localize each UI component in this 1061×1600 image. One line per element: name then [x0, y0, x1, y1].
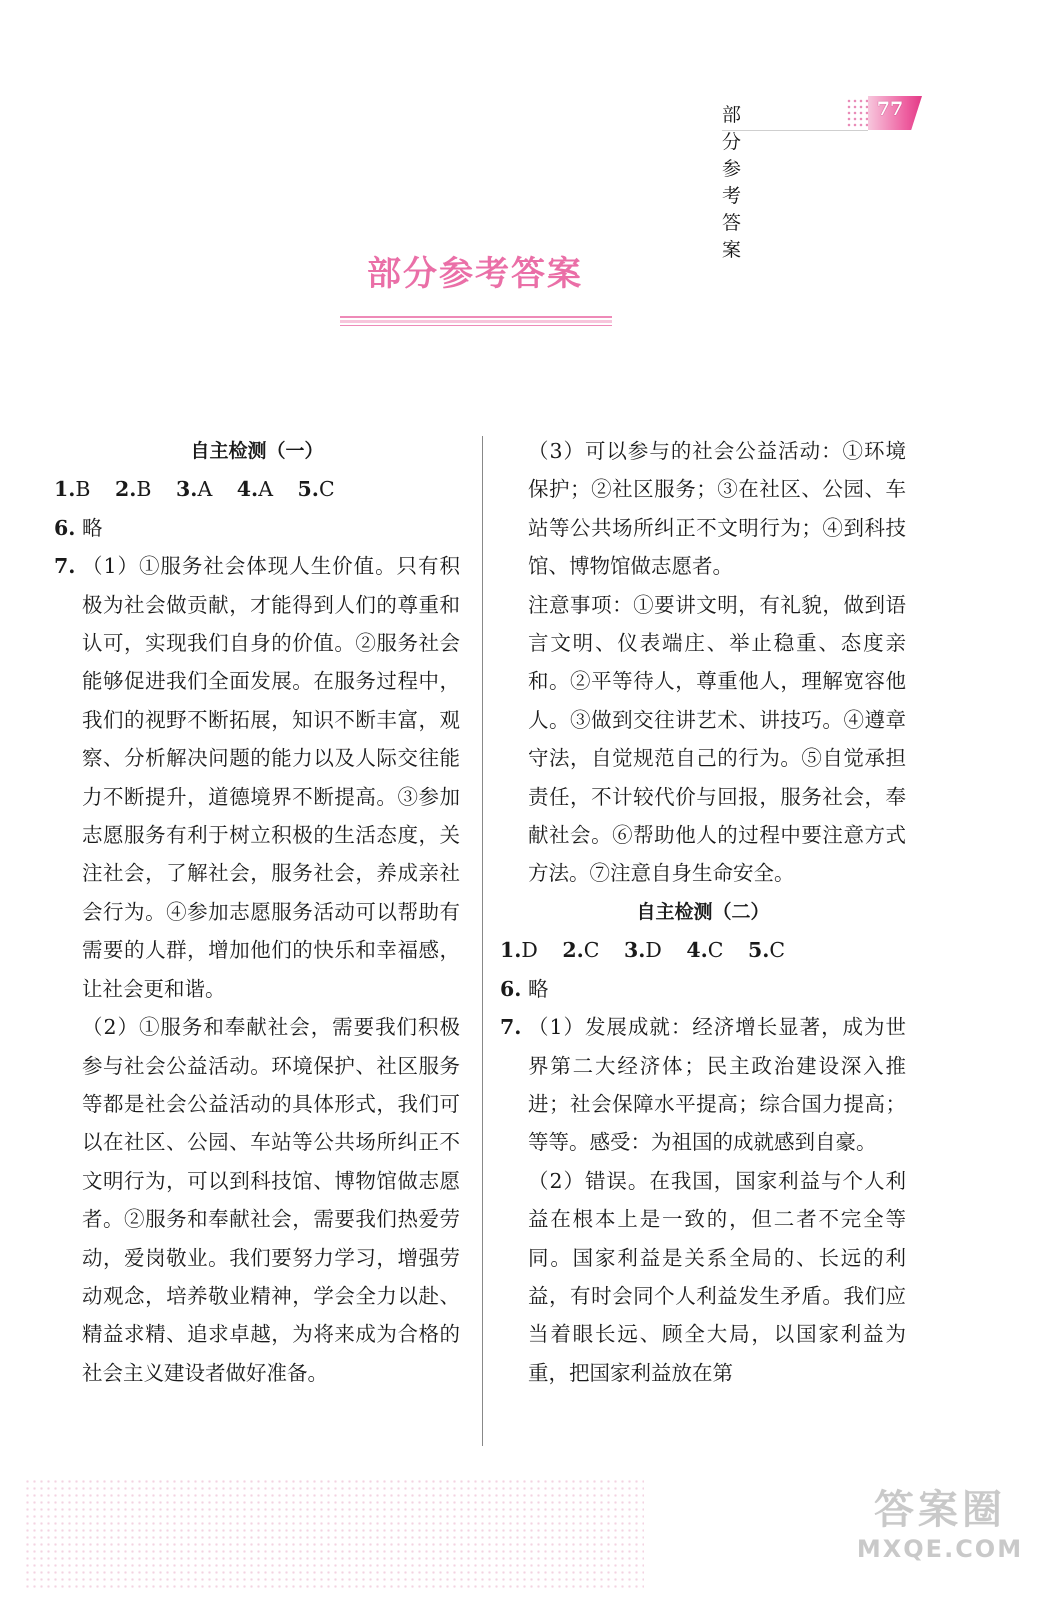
- left-column: [54, 432, 460, 1392]
- section-title-2: 自主检测（二）: [636, 900, 770, 923]
- watermark-domain: MXQE.COM: [856, 1535, 1024, 1563]
- choice-answers-2: 1.D 2.C 3.D 4.C 5.C: [500, 938, 786, 963]
- answer-7-b-part-2: （2）错误。在我国，国家利益与个人利益在根本上是一致的，但二者不完全等同。国家利益是关系全局的、长远的利益，有时会同个人利益发生矛盾。我们应当着眼长远、顾全大局，以国家利益为重，把国家利益放在第: [528, 1168, 906, 1385]
- right-column: [500, 432, 906, 1392]
- header-rule: [722, 130, 868, 131]
- answer-7-notes: 注意事项：①要讲文明，有礼貌，做到语言文明、仪表端庄、举止稳重、态度亲和。②平等待人，尊重他人，理解宽容他人。③做到交往讲艺术、讲技巧。④遵章守法，自觉规范自己的行为。⑤自觉承担责任，不计较代价与回报，服务社会，奉献社会。⑥帮助他人的过程中要注意方式方法。⑦注意自身生命安全。: [528, 592, 906, 886]
- page-number: 77: [876, 98, 904, 120]
- answer-6-b: 6. 略: [500, 976, 549, 1001]
- watermark-logo: [855, 1478, 1025, 1563]
- footer-dot-pattern: [24, 1478, 644, 1588]
- column-divider: [482, 436, 483, 1446]
- answer-7-part-2: （2）①服务和奉献社会，需要我们积极参与社会公益活动。环境保护、社区服务等都是社会公益活动的具体形式，我们可以在社区、公园、车站等公共场所纠正不文明行为，可以到科技馆、博物馆做志愿者。②服务和奉献社会，需要我们热爱劳动，爱岗敬业。我们要努力学习，增强劳动观念，培养敬业精神，学会全力以赴、精益求精、追求卓越，为将来成为合格的社会主义建设者做好准备。: [82, 1015, 460, 1385]
- choice-answers-1: 1.B 2.B 3.A 4.A 5.C: [54, 477, 335, 502]
- page-title: 部分参考答案: [367, 254, 583, 294]
- answer-6: 6. 略: [54, 515, 103, 540]
- answer-7-b-part-1: 7. （1）发展成就：经济增长显著，成为世界第二大经济体；民主政治建设深入推进；社会保障水平提高；综合国力提高；等等。感受：为祖国的成就感到自豪。: [500, 1015, 906, 1155]
- header-title: 部分参考答案: [722, 104, 743, 261]
- answer-7-part-1: 7. （1）①服务社会体现人生价值。只有积极为社会做贡献，才能得到人们的尊重和认可，实现我们自身的价值。②服务社会能够促进我们全面发展。在服务过程中，我们的视野不断拓展，知识不断丰富，观察、分析解决问题的能力以及人际交往能力不断提升，道德境界不断提高。③参加志愿服务有利于树立积极的生活态度，关注社会，了解社会，服务社会，养成亲社会行为。④参加志愿服务活动可以帮助有需要的人群，增加他们的快乐和幸福感，让社会更和谐。: [54, 554, 460, 1001]
- watermark-text: 答案圈: [874, 1487, 1006, 1533]
- section-title-1: 自主检测（一）: [190, 440, 324, 462]
- answer-7-part-3: （3）可以参与的社会公益活动：①环境保护；②社区服务；③在社区、公园、车站等公共场所纠正不文明行为；④到科技馆、博物馆做志愿者。: [528, 439, 906, 579]
- title-underline: [340, 316, 612, 326]
